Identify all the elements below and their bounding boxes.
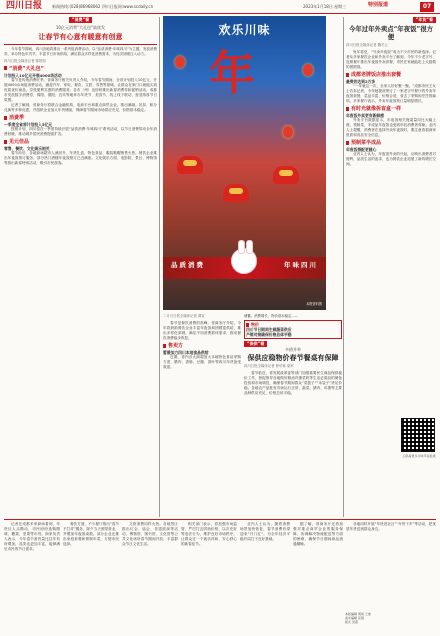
editor-line-1: 本版编辑 周雨 王奎 [345,612,371,616]
right-subline-2: 年夜饭外卖更有新鲜感 [346,113,384,118]
lantern-icon [175,56,185,68]
story-body-2: 按照计划，四川将在一季度持续开展“品质消费·年味四川”系列活动，以节日消费带动全年消费回暖，推动城乡居民消费提质扩容。 [4,127,157,137]
subline-3: 零售、餐饮、文化娱乐相关 [4,146,50,152]
lion-dance-icon [177,156,203,174]
center-price-box [244,320,342,339]
lantern-icon [303,64,313,76]
mid-block [163,314,241,514]
story-lead: 今年春节期间，四川各地将推出一系列促消费活动，以“品质消费·年味四川”为主题，发放消费券，举办特色年货节，丰富节日市场供给，满足群众多样化消费需求，为经济回暖注入动力。 [4,46,157,56]
mid-subline: 暂缓加力四川本地食品供给 [163,350,209,355]
bottom-rule [4,519,436,520]
right-body-4: 业内人士认为，年夜饭外卖的兴起，反映出消费者对便利、品质生活的追求，也为餐饮企业拓展了新的增长空间。 [346,152,436,166]
story-body-3: 春节前后，各地商场超市人流回升，年货礼盒、特色食品、服装鞋帽销售火热。餐饮企业推出年夜饭预订服务，部分热门酒楼年夜饭预订已近满座。文化娱乐方面，电影院、景区、博物馆等推出新春特别活动，吸引市民游客。 [4,151,157,166]
column-divider [159,17,160,517]
rabbit-icon [231,248,257,274]
mid-body-2: 近期，省内各大商超加大本地特色食品采购力度，腊肉、香肠、豆瓣、茶叶等四川年货备受欢迎。 [163,355,241,369]
bottom-col-3: 文旅消费同样火热。各地景区推出灯会、庙会、非遗展演等活动，博物馆、图书馆、文化馆等公共文化场所春节期间开放，丰富群众节日文化生活。 [122,522,178,546]
right-subhead-1: 成都老牌饭店推出套餐 [346,72,436,79]
editor-line-2: 美术编辑 张强 [345,616,364,620]
story-body-1: 春节是传统消费旺季。省商务厅相关负责人介绍，今年春节期间，全省计划投入10亿元，开展4000余场促消费活动，涵盖汽车、家电、餐饮、文旅、零售等领域，让群众在家门口就能买到优质优价商品，享受便利实惠的消费服务。各市（州）也纷纷推出新春消费券和促销活动，成都市发放数字消费券，绵阳、德阳、宜宾等地举办年货节、美食节，线上线下联动，营造浓厚节日氛围。 记者了解到，省商务厅将联合金融机构、电商平台和重点商贸企业，推出满减、折扣、积分兑换等多种优惠，并组织企业加大年货储备，保障春节期间市场供应充足、价格基本稳定。 [4,77,157,113]
center-byline: 四川日报全媒体记者 钟华林 梁军 [244,364,294,368]
lion-dance-icon [223,184,249,202]
page-number: 07 [420,2,434,12]
right-story-tag: “年货”看 [413,17,436,23]
masthead [0,0,440,14]
story-tag: “消费”看 [69,17,92,23]
nian-character: 年 [209,46,255,100]
subhead-2: 消费季 [4,115,157,122]
subline-2: 一季度全省将计划投入5亿元 [4,122,53,128]
mid-subhead: 售卖方 [163,343,241,350]
editor-credits [345,612,437,632]
bottom-col-4: 相关部门表示，将加强市场监管，严厉打击哄抬价格、以次充好等违法行为，维护良好市场秩序，让群众过一个欢乐祥和、安心舒心的新春佳节。 [181,522,237,546]
right-body-1: 兔年将至，“外卖年夜饭”成为不少市民的新选择。记者从多家餐饮企业和外卖平台了解到，今年不少老字号、连锁餐厅推出年夜饭外卖套餐，市民在家就能吃上大厨做的团圆饭。 [346,50,436,69]
bottom-col-2: 餐饮方面，不少餐厅推出“春节不打烊”服务，除夕当天照常营业，并增加年夜饭桌数。部分企业还推出家庭套餐和预制年菜，方便市民选择。 [63,522,119,546]
qr-code[interactable] [401,418,435,452]
editor-line-3: 版式 吴燕 [345,620,358,624]
price-box-title: 物价 [246,322,340,327]
mid-caption: 二月川日报全媒体记者 谭宣 [163,314,205,318]
price-box-line-1: 四川节日期间生鲜蔬菜供应 [246,327,292,332]
right-subhead-2: 有时光就像拆盲盒一样 [346,106,436,113]
center-body: 春节临近，省发展改革委等部门加强重要民生商品保供稳价工作，督促指导各地做好粮油肉蛋菜奶等生活必需品的储备投放和市场调控，确保春节期间群众“菜篮子”“米袋子”货足价稳。各地农产品批发市场运行正常，蔬菜、猪肉、鸡蛋等主要品种供应充足，价格总体平稳。 [244,371,342,395]
story-byline: 四川日报全媒体记者 陈婷如 [4,58,46,63]
center-top-note: 储蓄、消费增长、物价基本稳定…… [244,314,299,318]
section-name: 特别报道 [368,2,389,8]
bottom-col-6: 据了解，省商务厅还将加强对重点商贸企业的服务保障，协调解决物流配送等方面的困难，确保节日期间商品流通顺畅。 [293,522,343,546]
right-subline-1: 最贵的达到2万多 [346,79,376,84]
banner-left-text: 品质消费 [171,261,205,269]
lion-dance-icon [273,166,299,184]
story-headline: 让春节有心意有暖意有创意 [38,32,123,41]
newspaper-logo: 四川日报 [6,1,43,11]
bottom-col-5: 业内人士认为，随着消费场景加快恢复，春节消费有望迎来“开门红”，为全年经济平稳开局打下良好基础。 [240,522,290,541]
center-story [244,314,342,514]
qr-caption: 扫码看更多川味年俗报道 [402,454,436,458]
headline-rule [4,44,157,45]
right-headline: 今年过年外卖点“年夜饭”很方便 [348,25,434,41]
lantern-icon [283,126,293,138]
photo-title: 欢乐川味 [218,23,271,37]
bottom-col-1: 记者在成都多家商场看到，年货区人头攒动，市民纷纷选购腊味、糖果、坚果等年货。商家负责人表示，今年春节备货量比往年有所增加，品类也更加丰富，能够满足市民的节日需求。 [4,522,60,551]
column-divider [343,17,344,517]
center-headline: 保供应稳物价春节餐桌有保障 [247,353,339,362]
banner-right-text: 年味四川 [284,261,318,269]
left-story [4,17,157,522]
right-byline: 四川日报全媒体记者 魏冬云 [346,43,388,47]
mid-body: 春节是餐饮消费的高峰。省商务厅介绍，今年将鼓励餐饮企业丰富年夜饭和团圆宴供给，推出多样化套餐，满足不同消费群体需求，推动餐饮消费稳步恢复。 [163,321,241,340]
center-story-tag: “保供”看 [244,341,267,347]
right-body-3: 外卖平台数据显示，年夜饭相关搜索量同比大幅上涨，预制菜、半成品年夜饭也受到年轻消费者青睐。业内人士提醒，消费者在选择外卖年夜饭时，要注意查看商家资质和食品安全信息。 [346,118,436,137]
right-body-2: “一年就这一次，全家人好好聚一聚。”成都市民王女士告诉记者，今年她提前预订了一家老字号餐厅的外卖年夜饭套餐，菜品丰富、价格合适，省去了采购和烹饪的麻烦。多家餐厅表示，外卖年夜饭预订量明显增长。 [346,84,436,103]
price-box-line-2: 产销对接确保价格总体平稳 [246,332,292,337]
subline-1: 计划投入10亿元开展4000场活动 [4,72,62,78]
right-subline-3: 年夜饭搭配更随心 [346,147,377,152]
story-kicker: 10亿元消费“大礼包”陆续发 [55,25,106,30]
hotline-info: 新闻热线:(028)86968062 四川日报网:www.scdaily.cn [52,4,154,9]
center-kicker: 多措并举 [285,347,301,352]
bottom-col-7: 各地同时开展“年货进社区”“年货下乡”等活动，把优质年货送到群众身边。 [346,522,436,531]
photo-credit: 本报资料图 [306,302,322,306]
feature-photo [163,16,326,310]
subhead-1: “消费”大礼包” [4,66,157,73]
right-subhead-3: 预制菜半成品 [346,140,436,147]
subhead-3: 见元佳品 [4,139,157,146]
issue-date: 2023年1月18日 星期三 [303,4,347,9]
right-story [346,17,436,412]
